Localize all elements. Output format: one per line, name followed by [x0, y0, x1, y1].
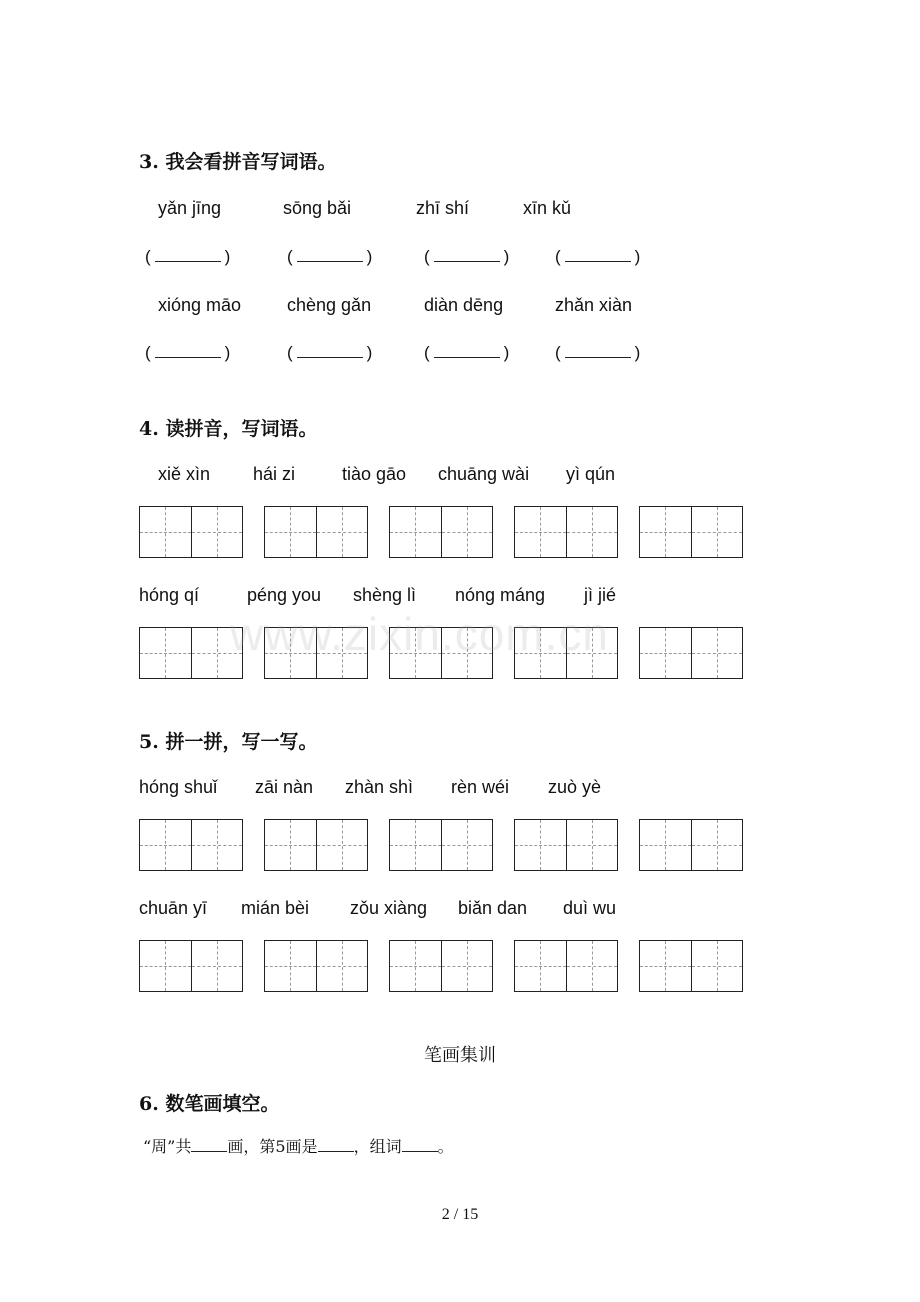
pinyin-item: zhǎn xiàn	[555, 295, 633, 315]
writing-grid[interactable]	[639, 940, 743, 992]
writing-grid[interactable]	[139, 506, 243, 558]
pinyin-item: chuān yī	[139, 898, 208, 918]
section4-title: 4. 读拼音，写词语。	[139, 418, 318, 440]
answer-blank[interactable]: ( )	[145, 343, 231, 362]
pinyin-item: tiào gāo	[342, 464, 407, 484]
stroke-count-blank[interactable]	[191, 1139, 227, 1152]
pinyin-item: péng you	[247, 585, 322, 605]
pinyin-item: hóng qí	[139, 585, 200, 605]
writing-grid[interactable]	[389, 940, 493, 992]
watermark: www.zixin.com.cn	[230, 608, 609, 660]
writing-grid[interactable]	[139, 627, 243, 679]
pinyin-item: jì jié	[584, 585, 617, 605]
section6-title: 6. 数笔画填空。	[139, 1093, 280, 1115]
pinyin-item: diàn dēng	[424, 295, 504, 315]
pinyin-item: zǒu xiàng	[350, 898, 428, 918]
pinyin-item: sōng bǎi	[283, 198, 352, 218]
answer-blank[interactable]: ( )	[145, 247, 231, 266]
pinyin-item: nóng máng	[455, 585, 546, 605]
writing-grid[interactable]	[264, 506, 368, 558]
pinyin-item: rèn wéi	[451, 777, 510, 797]
pinyin-item: chèng gǎn	[287, 295, 372, 315]
pinyin-item: duì wu	[563, 898, 617, 918]
section5-title: 5. 拼一拼，写一写。	[139, 731, 318, 753]
pinyin-item: yì qún	[566, 464, 616, 484]
answer-blank[interactable]: ( )	[424, 343, 510, 362]
writing-grid[interactable]	[389, 819, 493, 871]
writing-grid[interactable]	[639, 627, 743, 679]
pinyin-item: chuāng wài	[438, 464, 530, 484]
pinyin-item: mián bèi	[241, 898, 310, 918]
writing-grid[interactable]	[389, 506, 493, 558]
writing-grid[interactable]	[139, 940, 243, 992]
pinyin-item: zāi nàn	[255, 777, 314, 797]
pinyin-item: xīn kǔ	[523, 198, 572, 218]
pinyin-item: xióng māo	[158, 295, 242, 315]
pinyin-item: zhī shí	[416, 198, 470, 218]
word-blank[interactable]	[402, 1139, 438, 1152]
stroke-count-question: “周”共 画，第5画是 ，组词 。	[143, 1137, 454, 1156]
pinyin-item: xiě xìn	[158, 464, 211, 484]
answer-blank[interactable]: ( )	[424, 247, 510, 266]
stroke-training-heading: 笔画集训	[424, 1045, 496, 1066]
pinyin-item: hái zi	[253, 464, 296, 484]
answer-blank[interactable]: ( )	[555, 343, 641, 362]
pinyin-item: zuò yè	[548, 777, 602, 797]
answer-blank[interactable]: ( )	[287, 247, 373, 266]
pinyin-item: hóng shuǐ	[139, 777, 218, 797]
writing-grid[interactable]	[514, 506, 618, 558]
pinyin-item: biǎn dan	[458, 898, 528, 918]
writing-grid[interactable]	[639, 819, 743, 871]
fifth-stroke-blank[interactable]	[318, 1139, 354, 1152]
pinyin-item: yǎn jīng	[158, 198, 222, 218]
answer-blank[interactable]: ( )	[287, 343, 373, 362]
page-number: 2 / 15	[441, 1206, 479, 1223]
section3-title: 3. 我会看拼音写词语。	[139, 151, 337, 173]
writing-grid[interactable]	[264, 940, 368, 992]
answer-blank[interactable]: ( )	[555, 247, 641, 266]
writing-grid[interactable]	[514, 940, 618, 992]
pinyin-item: shèng lì	[353, 585, 417, 605]
pinyin-item: zhàn shì	[345, 777, 414, 797]
writing-grid[interactable]	[639, 506, 743, 558]
writing-grid[interactable]	[264, 819, 368, 871]
writing-grid[interactable]	[139, 819, 243, 871]
writing-grid[interactable]	[514, 819, 618, 871]
